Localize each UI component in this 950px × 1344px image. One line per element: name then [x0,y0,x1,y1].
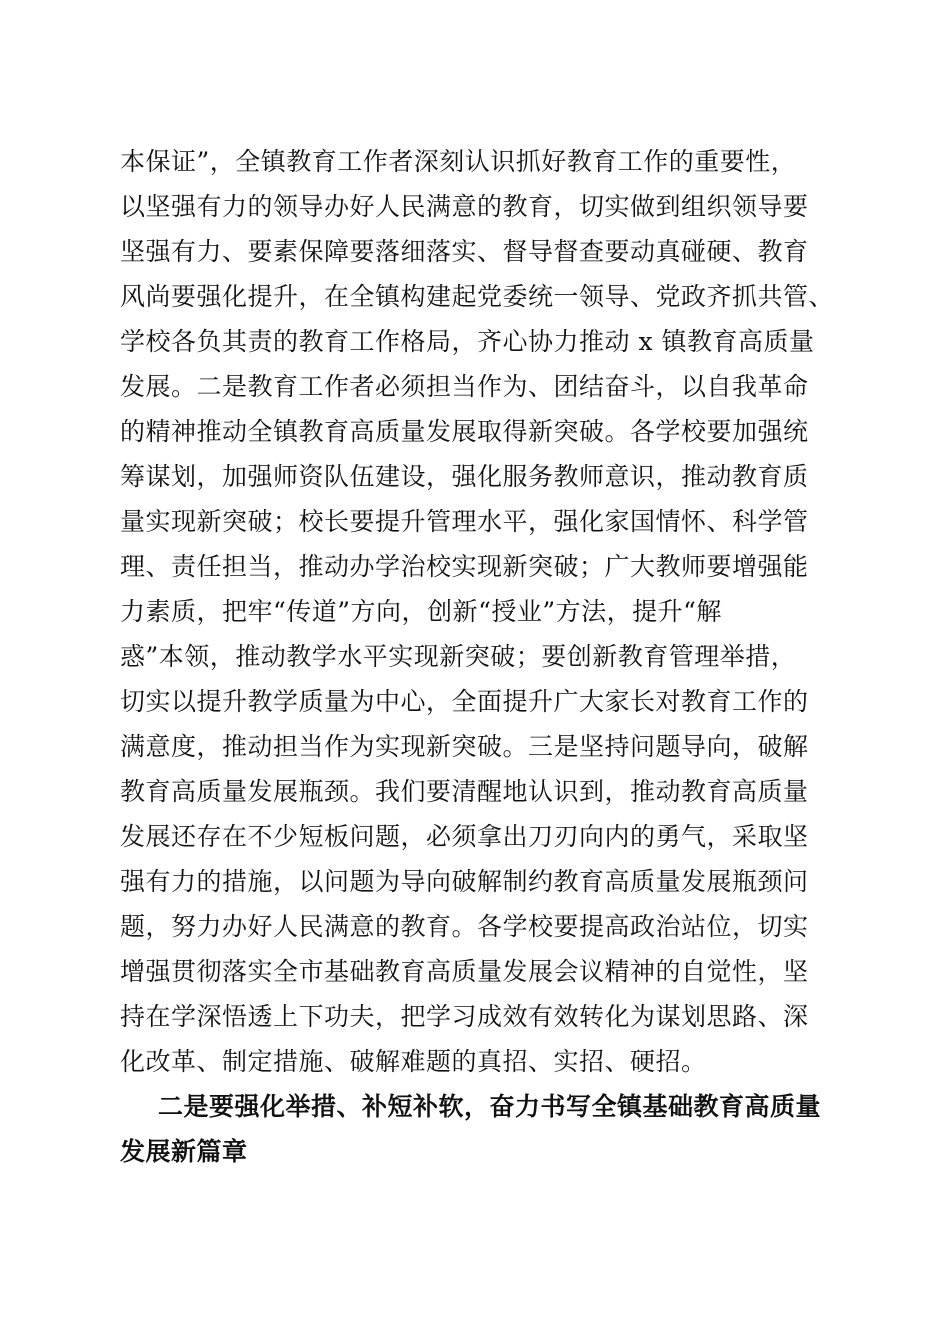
text-line: 的精神推动全镇教育高质量发展取得新突破。各学校要加强统 [120,417,809,446]
section-heading-line: 发展新篇章 [120,1137,248,1166]
text-line: 满意度，推动担当作为实现新突破。三是坚持问题导向，破解 [120,732,809,761]
text-line: 增强贯彻落实全市基础教育高质量发展会议精神的自觉性，坚 [120,957,809,986]
text-line: 力素质，把牢“传道”方向，创新“授业”方法，提升“解 [120,597,722,626]
text-line: 本保证”，全镇教育工作者深刻认识抓好教育工作的重要性， [120,147,797,176]
text-line: 风尚要强化提升，在全镇构建起党委统一领导、党政齐抓共管、 [120,282,835,311]
text-line: 发展还存在不少短板问题，必须拿出刀刃向内的勇气，采取坚 [120,822,809,851]
text-line: 学校各负其责的教育工作格局，齐心协力推动 x 镇教育高质量 [120,327,815,356]
section-heading-line: 二是要强化举措、补短补软，奋力书写全镇基础教育高质量 [158,1092,822,1121]
text-line: 化改革、制定措施、破解难题的真招、实招、硬招。 [120,1047,707,1076]
text-line: 切实以提升教学质量为中心，全面提升广大家长对教育工作的 [120,687,809,716]
text-line: 题，努力办好人民满意的教育。各学校要提高政治站位，切实 [120,912,809,941]
text-line: 教育高质量发展瓶颈。我们要清醒地认识到，推动教育高质量 [120,777,809,806]
text-line: 发展。二是教育工作者必须担当作为、团结奋斗，以自我革命 [120,372,809,401]
text-line: 持在学深悟透上下功夫，把学习成效有效转化为谋划思路、深 [120,1002,809,1031]
text-line: 以坚强有力的领导办好人民满意的教育，切实做到组织领导要 [120,192,809,221]
text-line: 筹谋划，加强师资队伍建设，强化服务教师意识，推动教育质 [120,462,809,491]
text-line: 理、责任担当，推动办学治校实现新突破；广大教师要增强能 [120,552,809,581]
text-line: 强有力的措施，以问题为导向破解制约教育高质量发展瓶颈问 [120,867,809,896]
text-line: 量实现新突破；校长要提升管理水平，强化家国情怀、科学管 [120,507,809,536]
text-line: 惑”本领，推动教学水平实现新突破；要创新教育管理举措， [120,642,797,671]
text-line: 坚强有力、要素保障要落细落实、督导督查要动真碰硬、教育 [120,237,809,266]
